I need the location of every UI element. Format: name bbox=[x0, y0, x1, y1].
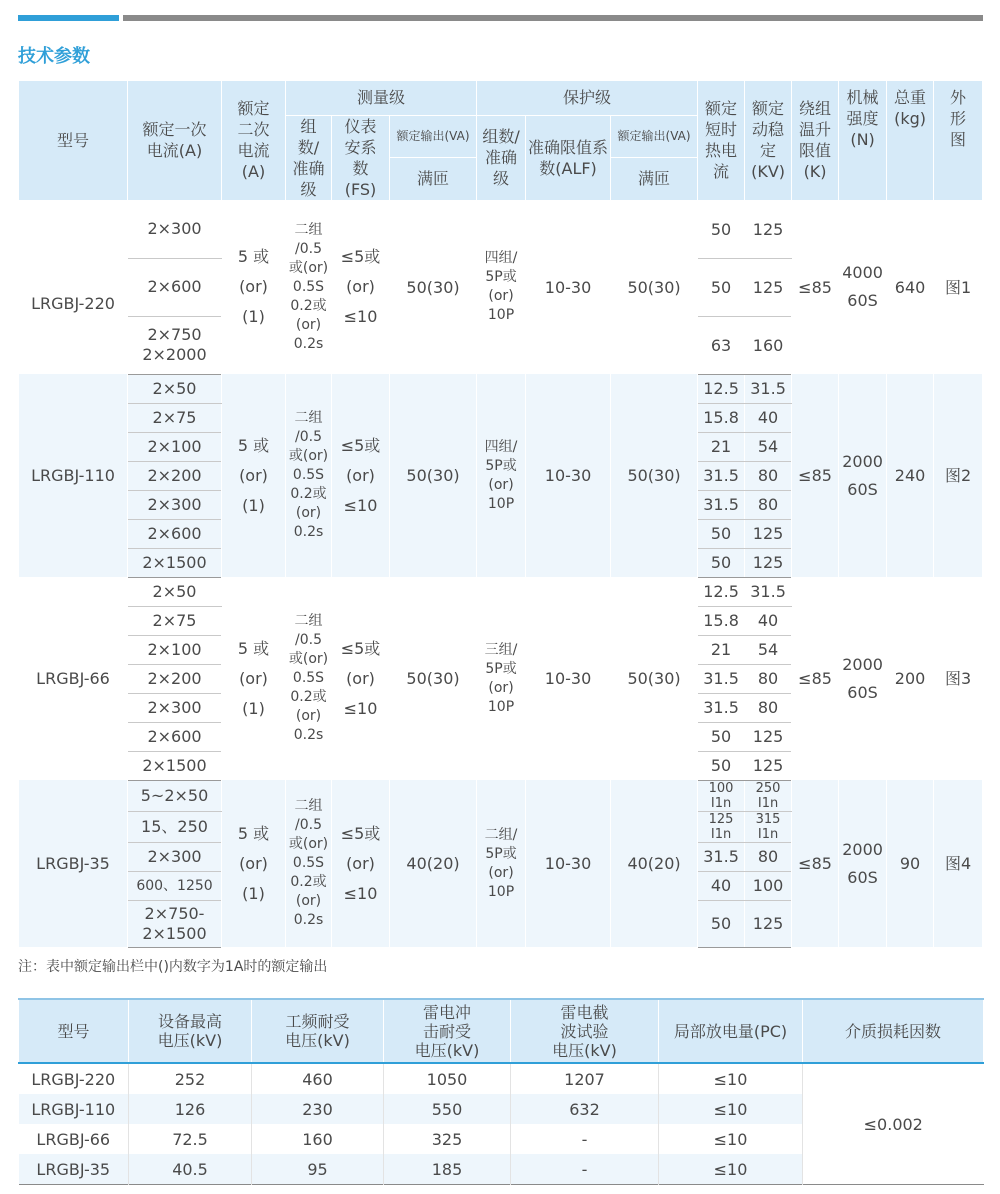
voltage-value-cell: 72.5 bbox=[129, 1124, 252, 1154]
cell-dynamic-stability: 54 bbox=[745, 635, 792, 664]
cell-outline: 图4 bbox=[934, 780, 983, 947]
voltage-model-cell: LRGBJ-35 bbox=[19, 1154, 129, 1185]
voltage-model-cell: LRGBJ-66 bbox=[19, 1124, 129, 1154]
cell-dynamic-stability: 125 bbox=[745, 722, 792, 751]
cell-mechanical-strength: 2000 60S bbox=[839, 374, 887, 577]
header-short-time-current: 额定短时热电流 bbox=[698, 81, 745, 200]
cell-m-output: 50(30) bbox=[390, 200, 477, 374]
cell-dynamic-stability: 54 bbox=[745, 432, 792, 461]
header-temp-rise: 绕组温升限值(K) bbox=[792, 81, 839, 200]
cell-dynamic-stability: 160 bbox=[745, 316, 792, 374]
header-measure-class: 测量级 bbox=[286, 81, 477, 115]
cell-temp-rise: ≤85 bbox=[792, 200, 839, 374]
voltage-header-cell: 雷电冲 击耐受 电压(kV) bbox=[384, 999, 511, 1063]
cell-temp-rise: ≤85 bbox=[792, 577, 839, 780]
cell-weight: 90 bbox=[887, 780, 934, 947]
header-primary-current: 额定一次电流(A) bbox=[128, 81, 222, 200]
cell-m-group-accuracy: 二组 /0.5 或(or) 0.5S 0.2或 (or) 0.2s bbox=[286, 780, 332, 947]
header-protect-class: 保护级 bbox=[477, 81, 698, 115]
cell-p-alf: 10-30 bbox=[526, 780, 611, 947]
header-m-rated-output: 额定输出(VA) bbox=[390, 115, 477, 158]
voltage-value-cell: - bbox=[511, 1154, 659, 1185]
header-dynamic-stability: 额定动稳定(KV) bbox=[745, 81, 792, 200]
cell-dynamic-stability: 125 bbox=[745, 200, 792, 258]
header-model: 型号 bbox=[19, 81, 128, 200]
cell-short-time-current: 50 bbox=[698, 258, 745, 316]
cell-weight: 200 bbox=[887, 577, 934, 780]
dielectric-loss-cell: ≤0.002 bbox=[803, 1063, 984, 1185]
cell-model: LRGBJ-35 bbox=[19, 780, 128, 947]
cell-primary-current: 2×100 bbox=[128, 432, 222, 461]
voltage-value-cell: 632 bbox=[511, 1094, 659, 1124]
cell-primary-current: 2×600 bbox=[128, 258, 222, 316]
cell-dynamic-stability: 315 I1n bbox=[745, 811, 792, 842]
cell-m-fs: ≤5或 (or) ≤10 bbox=[332, 577, 390, 780]
voltage-value-cell: 160 bbox=[252, 1124, 384, 1154]
cell-primary-current: 600、1250 bbox=[128, 871, 222, 900]
cell-outline: 图1 bbox=[934, 200, 983, 374]
cell-short-time-current: 21 bbox=[698, 432, 745, 461]
cell-primary-current: 2×300 bbox=[128, 693, 222, 722]
cell-primary-current: 2×1500 bbox=[128, 548, 222, 577]
cell-dynamic-stability: 100 bbox=[745, 871, 792, 900]
cell-dynamic-stability: 40 bbox=[745, 606, 792, 635]
cell-p-alf: 10-30 bbox=[526, 200, 611, 374]
header-p-rated-output: 额定输出(VA) bbox=[611, 115, 698, 158]
cell-primary-current: 2×750- 2×1500 bbox=[128, 900, 222, 947]
cell-mechanical-strength: 4000 60S bbox=[839, 200, 887, 374]
cell-primary-current: 5~2×50 bbox=[128, 780, 222, 811]
cell-m-fs: ≤5或 (or) ≤10 bbox=[332, 780, 390, 947]
voltage-value-cell: ≤10 bbox=[659, 1094, 803, 1124]
voltage-parameters-table bbox=[18, 998, 984, 1185]
voltage-value-cell: 230 bbox=[252, 1094, 384, 1124]
voltage-model-cell: LRGBJ-110 bbox=[19, 1094, 129, 1124]
cell-p-alf: 10-30 bbox=[526, 374, 611, 577]
cell-mechanical-strength: 2000 60S bbox=[839, 577, 887, 780]
cell-dynamic-stability: 80 bbox=[745, 693, 792, 722]
cell-dynamic-stability: 80 bbox=[745, 490, 792, 519]
cell-m-fs: ≤5或 (or) ≤10 bbox=[332, 374, 390, 577]
cell-secondary-current: 5 或 (or) (1) bbox=[222, 374, 286, 577]
cell-p-group-accuracy: 四组/ 5P或 (or) 10P bbox=[477, 374, 526, 577]
voltage-value-cell: 550 bbox=[384, 1094, 511, 1124]
cell-outline: 图3 bbox=[934, 577, 983, 780]
cell-dynamic-stability: 80 bbox=[745, 842, 792, 871]
header-p-alf: 准确限值系数(ALF) bbox=[526, 115, 611, 200]
cell-short-time-current: 31.5 bbox=[698, 664, 745, 693]
cell-p-output: 40(20) bbox=[611, 780, 698, 947]
cell-dynamic-stability: 31.5 bbox=[745, 577, 792, 606]
voltage-header-cell: 型号 bbox=[19, 999, 129, 1063]
cell-primary-current: 15、250 bbox=[128, 811, 222, 842]
cell-primary-current: 2×200 bbox=[128, 664, 222, 693]
cell-short-time-current: 40 bbox=[698, 871, 745, 900]
voltage-value-cell: ≤10 bbox=[659, 1154, 803, 1185]
cell-short-time-current: 12.5 bbox=[698, 374, 745, 403]
cell-model: LRGBJ-220 bbox=[19, 200, 128, 374]
header-p-full: 满匝 bbox=[611, 158, 698, 201]
voltage-value-cell: 1050 bbox=[384, 1063, 511, 1094]
voltage-header-cell: 介质损耗因数 bbox=[803, 999, 984, 1063]
voltage-header-cell: 雷电截 波试验 电压(kV) bbox=[511, 999, 659, 1063]
cell-p-group-accuracy: 二组/ 5P或 (or) 10P bbox=[477, 780, 526, 947]
cell-short-time-current: 50 bbox=[698, 751, 745, 780]
cell-model: LRGBJ-110 bbox=[19, 374, 128, 577]
cell-short-time-current: 31.5 bbox=[698, 461, 745, 490]
cell-short-time-current: 50 bbox=[698, 548, 745, 577]
cell-m-output: 50(30) bbox=[390, 577, 477, 780]
title-accent-bar bbox=[18, 15, 119, 21]
cell-primary-current: 2×100 bbox=[128, 635, 222, 664]
cell-p-output: 50(30) bbox=[611, 577, 698, 780]
cell-weight: 640 bbox=[887, 200, 934, 374]
voltage-model-cell: LRGBJ-220 bbox=[19, 1063, 129, 1094]
cell-secondary-current: 5 或 (or) (1) bbox=[222, 577, 286, 780]
cell-dynamic-stability: 31.5 bbox=[745, 374, 792, 403]
table-row bbox=[19, 1063, 984, 1094]
table-note: 注：表中额定输出栏中()内数字为1A时的额定输出 bbox=[18, 959, 328, 975]
cell-p-group-accuracy: 三组/ 5P或 (or) 10P bbox=[477, 577, 526, 780]
cell-m-group-accuracy: 二组 /0.5 或(or) 0.5S 0.2或 (or) 0.2s bbox=[286, 374, 332, 577]
cell-short-time-current: 50 bbox=[698, 900, 745, 947]
cell-weight: 240 bbox=[887, 374, 934, 577]
title-divider-bar bbox=[123, 15, 983, 21]
voltage-header-cell: 工频耐受 电压(kV) bbox=[252, 999, 384, 1063]
cell-p-output: 50(30) bbox=[611, 374, 698, 577]
voltage-value-cell: - bbox=[511, 1124, 659, 1154]
voltage-value-cell: 126 bbox=[129, 1094, 252, 1124]
cell-short-time-current: 100 I1n bbox=[698, 780, 745, 811]
cell-primary-current: 2×75 bbox=[128, 606, 222, 635]
cell-dynamic-stability: 125 bbox=[745, 751, 792, 780]
cell-p-output: 50(30) bbox=[611, 200, 698, 374]
voltage-value-cell: 252 bbox=[129, 1063, 252, 1094]
header-m-fs: 仪表安系数(FS) bbox=[332, 115, 390, 200]
voltage-value-cell: 185 bbox=[384, 1154, 511, 1185]
cell-dynamic-stability: 125 bbox=[745, 258, 792, 316]
cell-short-time-current: 31.5 bbox=[698, 693, 745, 722]
cell-dynamic-stability: 40 bbox=[745, 403, 792, 432]
cell-primary-current: 2×200 bbox=[128, 461, 222, 490]
cell-m-output: 50(30) bbox=[390, 374, 477, 577]
cell-primary-current: 2×50 bbox=[128, 374, 222, 403]
cell-dynamic-stability: 125 bbox=[745, 548, 792, 577]
table-row bbox=[19, 780, 983, 811]
cell-short-time-current: 63 bbox=[698, 316, 745, 374]
cell-short-time-current: 15.8 bbox=[698, 606, 745, 635]
cell-p-group-accuracy: 四组/ 5P或 (or) 10P bbox=[477, 200, 526, 374]
voltage-value-cell: ≤10 bbox=[659, 1063, 803, 1094]
table-row bbox=[19, 577, 983, 606]
cell-model: LRGBJ-66 bbox=[19, 577, 128, 780]
cell-primary-current: 2×1500 bbox=[128, 751, 222, 780]
voltage-value-cell: 460 bbox=[252, 1063, 384, 1094]
cell-dynamic-stability: 80 bbox=[745, 461, 792, 490]
cell-mechanical-strength: 2000 60S bbox=[839, 780, 887, 947]
cell-short-time-current: 15.8 bbox=[698, 403, 745, 432]
section-title: 技术参数 bbox=[18, 46, 90, 67]
table-row bbox=[19, 200, 983, 258]
cell-short-time-current: 50 bbox=[698, 519, 745, 548]
voltage-value-cell: 95 bbox=[252, 1154, 384, 1185]
voltage-header-cell: 局部放电量(PC) bbox=[659, 999, 803, 1063]
cell-dynamic-stability: 80 bbox=[745, 664, 792, 693]
table-row bbox=[19, 374, 983, 403]
voltage-value-cell: 325 bbox=[384, 1124, 511, 1154]
cell-primary-current: 2×300 bbox=[128, 200, 222, 258]
voltage-header-cell: 设备最高 电压(kV) bbox=[129, 999, 252, 1063]
cell-secondary-current: 5 或 (or) (1) bbox=[222, 200, 286, 374]
cell-primary-current: 2×50 bbox=[128, 577, 222, 606]
header-m-full: 满匝 bbox=[390, 158, 477, 201]
header-mechanical-strength: 机械强度(N) bbox=[839, 81, 887, 200]
cell-primary-current: 2×750 2×2000 bbox=[128, 316, 222, 374]
cell-primary-current: 2×300 bbox=[128, 490, 222, 519]
cell-primary-current: 2×600 bbox=[128, 519, 222, 548]
cell-p-alf: 10-30 bbox=[526, 577, 611, 780]
cell-m-output: 40(20) bbox=[390, 780, 477, 947]
header-p-group-accuracy: 组数/准确级 bbox=[477, 115, 526, 200]
header-outline: 外形图 bbox=[934, 81, 983, 200]
cell-primary-current: 2×75 bbox=[128, 403, 222, 432]
cell-dynamic-stability: 250 I1n bbox=[745, 780, 792, 811]
cell-short-time-current: 125 I1n bbox=[698, 811, 745, 842]
cell-short-time-current: 50 bbox=[698, 200, 745, 258]
cell-primary-current: 2×300 bbox=[128, 842, 222, 871]
voltage-value-cell: ≤10 bbox=[659, 1124, 803, 1154]
cell-short-time-current: 50 bbox=[698, 722, 745, 751]
cell-dynamic-stability: 125 bbox=[745, 900, 792, 947]
voltage-value-cell: 40.5 bbox=[129, 1154, 252, 1185]
technical-parameters-table bbox=[18, 81, 983, 948]
header-m-group-accuracy: 组数/准确级 bbox=[286, 115, 332, 200]
cell-temp-rise: ≤85 bbox=[792, 374, 839, 577]
cell-secondary-current: 5 或 (or) (1) bbox=[222, 780, 286, 947]
cell-m-fs: ≤5或 (or) ≤10 bbox=[332, 200, 390, 374]
cell-short-time-current: 21 bbox=[698, 635, 745, 664]
voltage-value-cell: 1207 bbox=[511, 1063, 659, 1094]
cell-dynamic-stability: 125 bbox=[745, 519, 792, 548]
header-secondary-current: 额定二次电流(A) bbox=[222, 81, 286, 200]
cell-short-time-current: 31.5 bbox=[698, 490, 745, 519]
cell-temp-rise: ≤85 bbox=[792, 780, 839, 947]
header-weight: 总重(kg) bbox=[887, 81, 934, 200]
cell-short-time-current: 12.5 bbox=[698, 577, 745, 606]
cell-primary-current: 2×600 bbox=[128, 722, 222, 751]
cell-m-group-accuracy: 二组 /0.5 或(or) 0.5S 0.2或 (or) 0.2s bbox=[286, 577, 332, 780]
cell-short-time-current: 31.5 bbox=[698, 842, 745, 871]
cell-m-group-accuracy: 二组 /0.5 或(or) 0.5S 0.2或 (or) 0.2s bbox=[286, 200, 332, 374]
cell-outline: 图2 bbox=[934, 374, 983, 577]
